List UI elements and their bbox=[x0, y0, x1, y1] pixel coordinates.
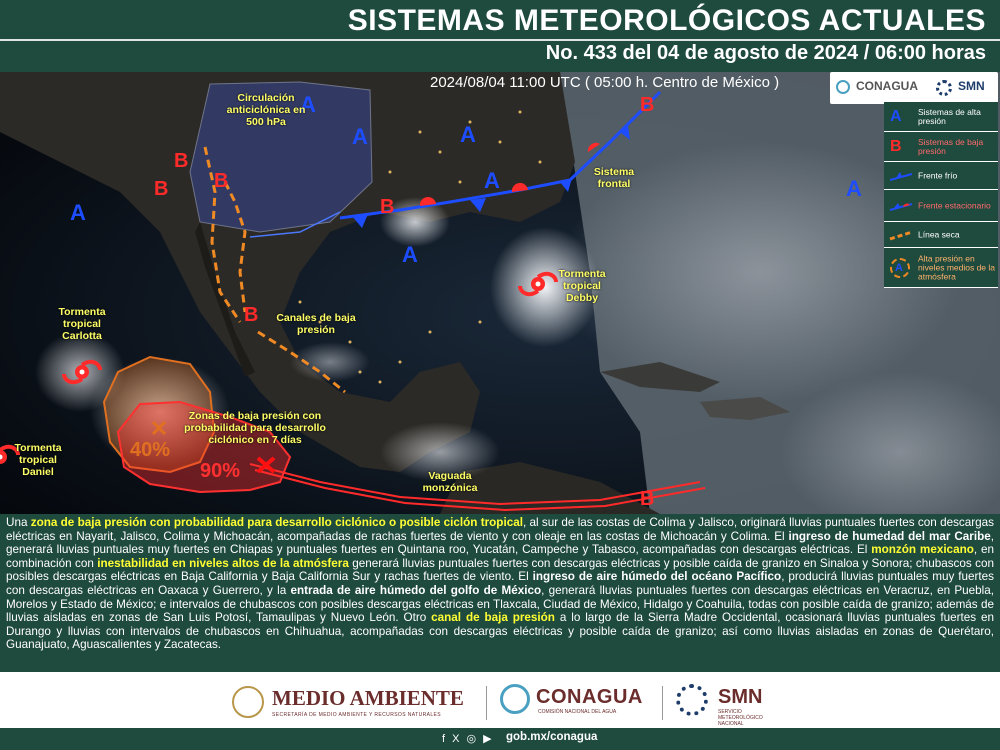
conagua-footer-subtext: COMISIÓN NACIONAL DEL AGUA bbox=[538, 709, 617, 715]
map-logo-smn: SMN bbox=[958, 79, 985, 93]
conagua-footer-text: CONAGUA bbox=[536, 686, 643, 708]
website-link[interactable]: gob.mx/conagua bbox=[506, 731, 598, 743]
highlighted-phrase: ingreso de humedad del mar Caribe bbox=[788, 529, 991, 543]
highlighted-phrase: monzón mexicano bbox=[871, 543, 974, 557]
smn-footer-subtext bbox=[718, 709, 763, 727]
description-panel bbox=[0, 514, 1000, 672]
label-vaguada: Vaguada monzónica bbox=[422, 470, 478, 494]
label-canales: Canales de baja presión bbox=[276, 312, 356, 336]
description-text: , al sur de las costas de Colima y Jalisco, originará lluvias puntuales fuertes con descargas eléctricas en Nayarit, Jalisco, Colima y Michoacán, acompañadas de rachas fuertes de viento y con oleaje en las costas de Michoacán y Colima. El bbox=[6, 516, 994, 543]
label-debby: Tormenta tropical Debby bbox=[558, 268, 606, 304]
mexico-clouds bbox=[290, 342, 370, 382]
label-circulacion: Circulación anticiclónica en 500 hPa bbox=[226, 92, 306, 128]
label-zonas: Zonas de baja presión con probabilidad para desarrollo ciclónico en 7 días bbox=[184, 410, 326, 446]
label-carlotta: Tormenta tropical Carlotta bbox=[58, 306, 106, 342]
low-pressure-marker: B bbox=[640, 488, 655, 510]
description-text: Una bbox=[6, 516, 31, 529]
conagua-logo-icon bbox=[500, 684, 530, 714]
low-pressure-marker: B bbox=[154, 178, 169, 200]
description-text: a lo largo de la Sierra Madre Occidental, ocasionará lluvias puntuales fuertes en Durango y lluvias con intervalos de chubascos en Chihuahua, acompañadas con descargas eléctricas y posible caída de granizo; así como lluvias aisladas en zonas de Querétaro, Guanajuato, Aguascalientes y Zacatecas. bbox=[6, 611, 994, 652]
high-pressure-marker: A bbox=[402, 242, 418, 267]
highlighted-phrase: zona de baja presión con probabilidad para desarrollo ciclónico o posible ciclón tropical bbox=[30, 516, 523, 529]
dry-line-icon bbox=[888, 229, 914, 241]
mexico-seal-icon bbox=[232, 686, 264, 718]
low-pressure-icon: B bbox=[890, 137, 902, 155]
high-pressure-marker: A bbox=[352, 124, 368, 149]
footer-divider bbox=[662, 686, 663, 720]
legend-label: Frente frío bbox=[918, 170, 958, 180]
smn-sub-line: SERVICIO bbox=[718, 709, 742, 715]
low-pressure-marker: B bbox=[244, 304, 259, 326]
high-pressure-marker: A bbox=[300, 92, 316, 117]
map-legend bbox=[884, 102, 998, 332]
probability-40-label: 40% bbox=[130, 439, 171, 461]
low-pressure-marker: B bbox=[214, 170, 229, 192]
description-text: , en combinación con bbox=[6, 543, 994, 570]
legend-stationary-front bbox=[884, 190, 998, 222]
footer bbox=[0, 672, 1000, 750]
legend-label: Línea seca bbox=[918, 229, 960, 239]
high-pressure-marker: A bbox=[484, 168, 500, 193]
description-text: , producirá lluvias puntuales muy fuertes con descargas eléctricas en Oaxaca y Guerrero, y la bbox=[6, 570, 994, 597]
medio-ambiente-subtext: SECRETARÍA DE MEDIO AMBIENTE Y RECURSOS NATURALES bbox=[272, 712, 441, 718]
bulletin-subtitle: No. 433 del 04 de agosto de 2024 / 06:00 horas bbox=[545, 42, 986, 64]
stationary-front-icon bbox=[888, 200, 914, 212]
highlighted-phrase: ingreso de aire húmedo del océano Pacífico bbox=[532, 570, 782, 584]
forecast-description bbox=[6, 516, 994, 652]
description-text: generará lluvias puntuales fuertes con descargas eléctricas y posible caída de granizo en Sinaloa y Sonora; chubascos con posibles descargas eléctricas en Baja California y Baja California Sur y rachas fuertes de viento. El bbox=[6, 556, 994, 584]
description-text: , generará lluvias puntuales fuertes con descargas eléctricas en Veracruz, en Puebla, Morelos y Estado de México; e intervalos de chubascos con posibles descargas eléctricas en Tlaxcala, Ciudad de México, Hidalgo y Coahuila, todas con posible caída de granizo; además de lluvias aisladas en zonas de San Luis Potosí, Tamaulipas y Nuevo León. Otro bbox=[6, 583, 994, 625]
smn-footer-text: SMN bbox=[718, 686, 763, 708]
page-title: SISTEMAS METEOROLÓGICOS ACTUALES bbox=[347, 4, 986, 37]
smn-sub-line: NACIONAL bbox=[718, 721, 744, 727]
header-bar bbox=[0, 0, 1000, 72]
legend-cold-front bbox=[884, 162, 998, 190]
low-pressure-marker: B bbox=[380, 196, 395, 218]
probability-90-label: 90% bbox=[200, 460, 241, 482]
social-media-icons[interactable]: f X ◎ ▶ bbox=[442, 733, 494, 745]
conagua-logo-icon bbox=[836, 80, 850, 94]
smn-sub-line: METEOROLÓGICO bbox=[718, 715, 763, 721]
footer-band bbox=[0, 728, 1000, 750]
smn-logo-icon bbox=[936, 80, 952, 96]
highlighted-phrase: entrada de aire húmedo del golfo de México bbox=[290, 583, 542, 597]
highlighted-phrase: inestabilidad en niveles altos de la atmósfera bbox=[97, 556, 349, 570]
footer-divider bbox=[486, 686, 487, 720]
smn-logo-icon bbox=[676, 684, 708, 716]
map-logo-box bbox=[830, 72, 998, 104]
medio-ambiente-text: MEDIO AMBIENTE bbox=[272, 686, 464, 710]
highlighted-phrase: canal de baja presión bbox=[431, 611, 555, 625]
map-logo-conagua: CONAGUA bbox=[856, 79, 918, 93]
legend-label: Sistemas de baja presión bbox=[918, 136, 984, 156]
legend-dry-line bbox=[884, 222, 998, 248]
high-pressure-icon: A bbox=[890, 107, 902, 125]
high-pressure-marker: A bbox=[460, 122, 476, 147]
legend-label: Sistemas de alta presión bbox=[918, 106, 981, 126]
satellite-timestamp: 2024/08/04 11:00 UTC ( 05:00 h. Centro de México ) bbox=[430, 74, 780, 91]
legend-label: Frente estacionario bbox=[918, 200, 991, 210]
description-text: , generará lluvias puntuales muy fuertes en Chiapas y puntuales fuertes en Quintana roo, Yucatán, Campeche y Tabasco, acompañadas con descargas eléctricas. El bbox=[6, 529, 994, 557]
high-pressure-marker: A bbox=[846, 176, 862, 201]
legend-mid-level-high bbox=[884, 248, 998, 288]
low-pressure-marker: B bbox=[174, 150, 189, 172]
label-sistema-frontal: Sistema frontal bbox=[593, 166, 635, 190]
high-pressure-marker: A bbox=[70, 200, 86, 225]
legend-low-pressure bbox=[884, 132, 998, 162]
cold-front-icon bbox=[888, 170, 914, 182]
header-divider bbox=[0, 39, 1000, 41]
low-pressure-marker: B bbox=[640, 94, 655, 116]
mid-level-high-letter: A bbox=[895, 261, 903, 274]
satellite-map bbox=[0, 72, 1000, 514]
legend-label: Alta presión en niveles medios de la atmósfera bbox=[918, 253, 996, 281]
label-daniel: Tormenta tropical Daniel bbox=[14, 442, 62, 478]
legend-high-pressure bbox=[884, 102, 998, 132]
